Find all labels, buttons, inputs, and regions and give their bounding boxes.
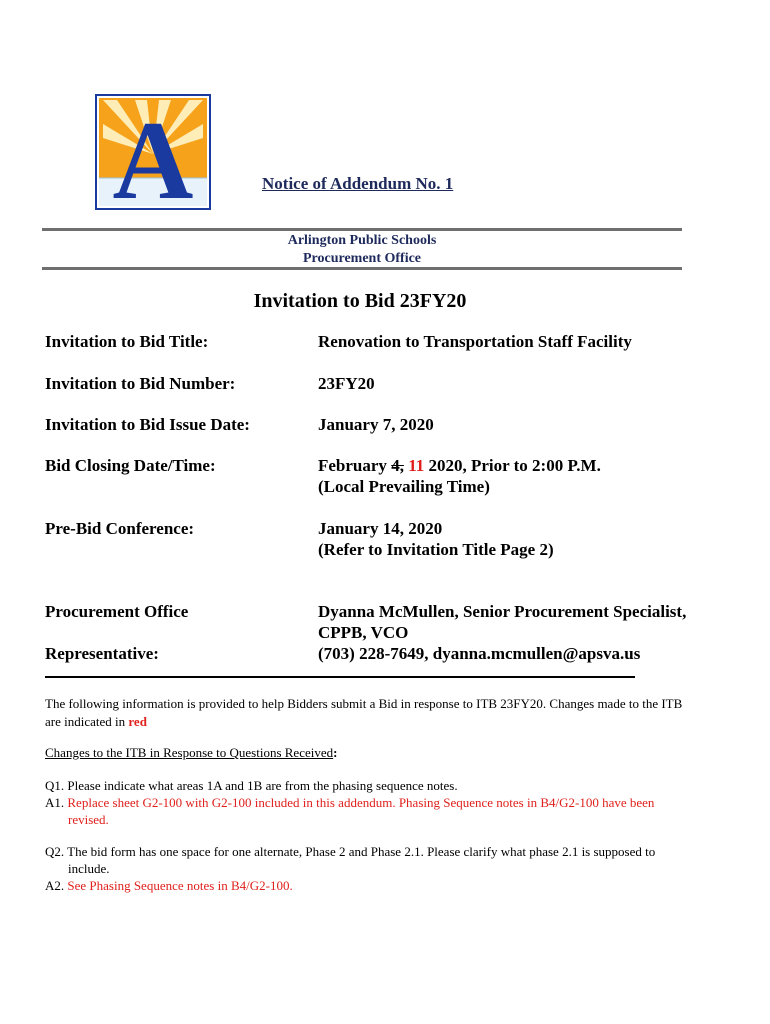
answer-text: Replace sheet G2-100 with G2-100 included in this addendum. Phasing Sequence notes in B4/G2-100 have been revised.	[67, 795, 655, 827]
field-label: Invitation to Bid Number:	[45, 374, 236, 393]
header-top-rule	[42, 228, 682, 231]
field-value	[318, 601, 686, 664]
intro-text: The following information is provided to help Bidders submit a Bid in response to ITB 23FY20. Changes made to the ITB are indicated in	[45, 696, 683, 729]
field-label: Invitation to Bid Issue Date:	[45, 415, 250, 434]
field-value: 23FY20	[318, 374, 375, 393]
organization-name: Arlington Public Schools	[287, 233, 437, 248]
changes-heading-colon: :	[333, 745, 338, 760]
field-value	[318, 518, 554, 560]
field-label: Invitation to Bid Title:	[45, 332, 209, 351]
closing-new-day: 11	[408, 456, 425, 475]
rep-line1: Dyanna McMullen, Senior Procurement Specialist,	[318, 602, 687, 621]
answer	[45, 794, 695, 828]
question: Q1. Please indicate what areas 1A and 1B are from the phasing sequence notes.	[45, 778, 458, 793]
changes-heading	[45, 744, 695, 762]
header-bottom-rule	[42, 267, 682, 270]
office-name: Procurement Office	[302, 251, 422, 266]
org-block	[42, 232, 682, 268]
closing-rest: 2020, Prior to 2:00 P.M.	[428, 456, 601, 475]
field-value: January 7, 2020	[318, 415, 434, 434]
field-value	[318, 455, 601, 497]
section-divider	[45, 676, 635, 678]
answer	[45, 877, 695, 894]
itb-heading: Invitation to Bid 23FY20	[253, 290, 467, 312]
addendum-title: Notice of Addendum No. 1	[262, 174, 454, 193]
rep-label2: Representative:	[45, 644, 159, 663]
field-label: Bid Closing Date/Time:	[45, 456, 216, 475]
intro-paragraph	[45, 695, 695, 731]
closing-line2: (Local Prevailing Time)	[318, 477, 490, 496]
prebid-line2: (Refer to Invitation Title Page 2)	[318, 540, 554, 559]
qa-item-2	[45, 843, 695, 894]
rep-line2: CPPB, VCO	[318, 623, 409, 642]
prebid-line1: January 14, 2020	[318, 519, 443, 538]
closing-month: February	[318, 456, 387, 475]
answer-text: See Phasing Sequence notes in B4/G2-100.	[67, 878, 293, 893]
question: Q2. The bid form has one space for one alternate, Phase 2 and Phase 2.1. Please clarify what phase 2.1 is supposed to include.	[45, 844, 656, 876]
field-value: Renovation to Transportation Staff Facility	[318, 332, 632, 351]
closing-old-day: 4,	[391, 456, 404, 475]
qa-item-1	[45, 777, 695, 828]
answer-prefix: A2.	[45, 878, 65, 893]
logo-letter: A	[112, 99, 194, 210]
field-label	[45, 601, 188, 664]
intro-red-word: red	[128, 714, 147, 729]
field-label: Pre-Bid Conference:	[45, 519, 195, 538]
rep-line3: (703) 228-7649, dyanna.mcmullen@apsva.us	[318, 644, 641, 663]
changes-heading-text: Changes to the ITB in Response to Questions Received	[45, 745, 334, 760]
aps-logo	[95, 94, 211, 210]
rep-label1: Procurement Office	[45, 602, 189, 621]
answer-prefix: A1.	[45, 795, 65, 810]
